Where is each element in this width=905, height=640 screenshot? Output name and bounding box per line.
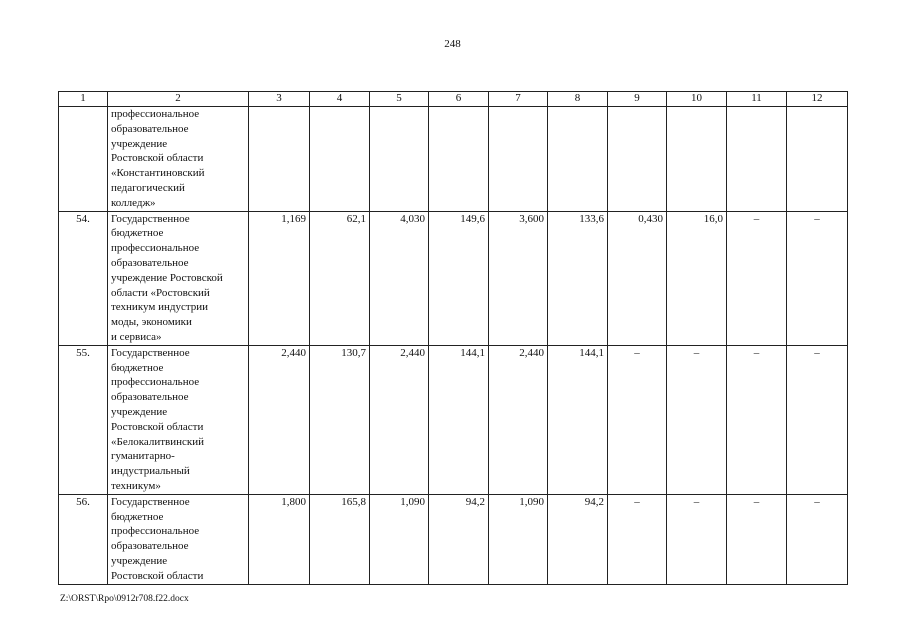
value-cell: – (787, 345, 848, 494)
table-header (59, 92, 848, 107)
value-cell (608, 107, 667, 212)
header-cell: 10 (667, 92, 727, 107)
header-cell: 8 (548, 92, 608, 107)
institution-name-line: «Константиновский (111, 167, 205, 180)
value-cell (310, 107, 370, 212)
header-cell: 1 (59, 92, 108, 107)
value-cell: 1,800 (249, 494, 310, 584)
institution-name-line: Государственное (111, 212, 190, 225)
page-number: 248 (444, 38, 461, 50)
row-number-cell: 55. (59, 345, 108, 494)
value-cell: – (727, 494, 787, 584)
footer-file-path: Z:\ORST\Rpo\0912r708.f22.docx (60, 594, 189, 604)
value-cell (249, 107, 310, 212)
header-cell: 6 (429, 92, 489, 107)
institution-name-line: педагогический (111, 181, 185, 194)
value-cell: 94,2 (429, 494, 489, 584)
value-cell: – (667, 494, 727, 584)
value-cell: – (727, 345, 787, 494)
institution-name-line: образовательное (111, 540, 189, 553)
value-cell: 2,440 (489, 345, 548, 494)
value-cell: 2,440 (370, 345, 429, 494)
header-cell: 9 (608, 92, 667, 107)
institution-name-cell (108, 345, 249, 494)
value-cell (370, 107, 429, 212)
value-cell: 144,1 (548, 345, 608, 494)
value-cell: 149,6 (429, 211, 489, 345)
institution-name-line: колледж» (111, 196, 156, 209)
value-cell: 1,169 (249, 211, 310, 345)
header-cell: 11 (727, 92, 787, 107)
header-cell: 3 (249, 92, 310, 107)
header-cell: 4 (310, 92, 370, 107)
value-cell: – (727, 211, 787, 345)
table-row (59, 211, 848, 345)
institution-name-line: учреждение (111, 554, 168, 567)
value-cell: 1,090 (370, 494, 429, 584)
header-cell: 7 (489, 92, 548, 107)
institution-name-line: образовательное (111, 391, 189, 404)
value-cell: 4,030 (370, 211, 429, 345)
institution-name-line: образовательное (111, 256, 189, 269)
value-cell: 133,6 (548, 211, 608, 345)
header-cell: 2 (108, 92, 249, 107)
value-cell: – (667, 345, 727, 494)
value-cell: 144,1 (429, 345, 489, 494)
institution-name-line: бюджетное (111, 510, 164, 523)
institution-name-line: и сервиса» (111, 330, 162, 343)
institution-name-line: учреждение (111, 137, 168, 150)
institution-name-line: профессиональное (111, 525, 200, 538)
value-cell: – (608, 494, 667, 584)
institution-name-line: гуманитарно- (111, 450, 175, 463)
value-cell: 1,090 (489, 494, 548, 584)
header-cell: 5 (370, 92, 429, 107)
institution-name-line: профессиональное (111, 108, 200, 120)
value-cell: 16,0 (667, 211, 727, 345)
institution-name-line: Государственное (111, 495, 190, 508)
institution-name-cell (108, 494, 249, 584)
value-cell: 165,8 (310, 494, 370, 584)
value-cell (489, 107, 548, 212)
value-cell: – (608, 345, 667, 494)
value-cell: 0,430 (608, 211, 667, 345)
institution-name-line: Ростовской области (111, 420, 204, 433)
institution-name-line: моды, экономики (111, 316, 192, 329)
institution-name-cell (108, 107, 249, 212)
institution-name-cell (108, 211, 249, 345)
institution-name-line: профессиональное (111, 376, 200, 389)
table-row (59, 107, 848, 212)
value-cell: 130,7 (310, 345, 370, 494)
institution-name-line: бюджетное (111, 361, 164, 374)
value-cell: 2,440 (249, 345, 310, 494)
institution-name-line: области «Ростовский (111, 286, 210, 299)
value-cell: 94,2 (548, 494, 608, 584)
header-row (59, 92, 848, 107)
institution-name-line: учреждение Ростовской (111, 271, 223, 284)
institution-name-line: «Белокалитвинский (111, 435, 204, 448)
value-cell (727, 107, 787, 212)
institution-name-line: профессиональное (111, 242, 200, 255)
value-cell (548, 107, 608, 212)
institution-name-line: Государственное (111, 346, 190, 359)
row-number-cell (59, 107, 108, 212)
value-cell: 62,1 (310, 211, 370, 345)
value-cell: – (787, 211, 848, 345)
institution-name-line: Ростовской области (111, 152, 204, 165)
table-row (59, 494, 848, 584)
value-cell (429, 107, 489, 212)
institution-name-line: учреждение (111, 405, 168, 418)
institution-name-line: образовательное (111, 122, 189, 135)
table-body (59, 107, 848, 585)
value-cell (667, 107, 727, 212)
institution-name-line: техникум индустрии (111, 301, 209, 314)
institution-name-line: индустриальный (111, 465, 190, 478)
data-table (58, 91, 848, 585)
value-cell: 3,600 (489, 211, 548, 345)
header-cell: 12 (787, 92, 848, 107)
value-cell (787, 107, 848, 212)
institution-name-line: бюджетное (111, 227, 164, 240)
value-cell: – (787, 494, 848, 584)
institution-name-line: техникум» (111, 479, 161, 492)
row-number-cell: 54. (59, 211, 108, 345)
table-row (59, 345, 848, 494)
row-number-cell: 56. (59, 494, 108, 584)
institution-name-line: Ростовской области (111, 569, 204, 582)
